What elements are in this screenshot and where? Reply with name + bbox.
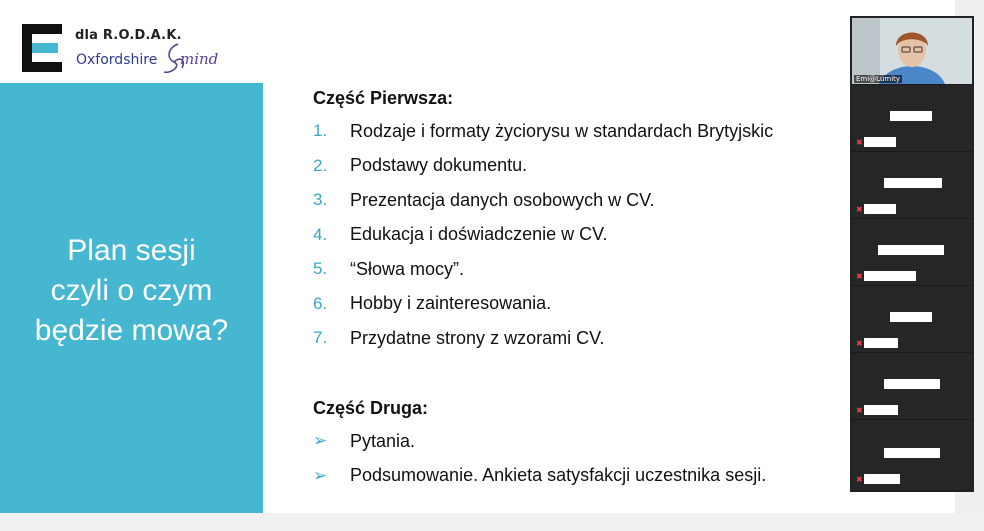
mic-muted-icon: ✖ bbox=[856, 138, 863, 147]
item-text: Podsumowanie. Ankieta satysfakcji uczestnika sesji. bbox=[350, 465, 767, 486]
arrow-bullet-icon: ➢ bbox=[313, 465, 328, 485]
item-text: Przydatne strony z wzorami CV. bbox=[350, 327, 605, 348]
name-redaction bbox=[864, 137, 896, 147]
part2-list bbox=[313, 424, 873, 493]
participants-panel[interactable] bbox=[850, 16, 974, 492]
part1-list bbox=[313, 114, 873, 356]
item-text: Rodzaje i formaty życiorysu w standardach Brytyjskic bbox=[350, 120, 774, 141]
side-title-line: będzie mowa? bbox=[34, 314, 229, 347]
participant-tile[interactable] bbox=[852, 286, 972, 353]
window-bottom-edge bbox=[0, 513, 984, 531]
participant-tile[interactable] bbox=[852, 219, 972, 286]
participant-tile[interactable] bbox=[852, 85, 972, 152]
participant-tile[interactable] bbox=[852, 353, 972, 420]
rodak-logo-icon bbox=[18, 20, 66, 76]
side-title bbox=[0, 231, 263, 351]
item-number: 7. bbox=[313, 328, 328, 348]
list-item bbox=[313, 459, 873, 494]
logo-mind: mind bbox=[180, 50, 219, 68]
mic-muted-icon: ✖ bbox=[856, 406, 863, 415]
item-text: Pytania. bbox=[350, 430, 416, 451]
side-title-line: Plan sesji bbox=[67, 234, 196, 267]
part1-heading: Część Pierwsza: bbox=[313, 88, 454, 108]
side-title-line: czyli o czym bbox=[50, 274, 213, 307]
name-redaction bbox=[864, 338, 898, 348]
item-number: 2. bbox=[313, 155, 328, 175]
mic-muted-icon: ✖ bbox=[856, 272, 863, 281]
list-item bbox=[313, 287, 873, 322]
logo-oxfordshire: Oxfordshire bbox=[76, 52, 158, 68]
name-redaction bbox=[878, 245, 944, 255]
list-item bbox=[313, 218, 873, 253]
participant-name: Emi@Lumity bbox=[856, 75, 901, 83]
item-number: 4. bbox=[313, 224, 328, 244]
item-text: Prezentacja danych osobowych w CV. bbox=[350, 189, 655, 210]
list-item bbox=[313, 252, 873, 287]
list-item bbox=[313, 321, 873, 356]
mic-muted-icon: ✖ bbox=[856, 475, 863, 484]
item-number: 6. bbox=[313, 293, 328, 313]
participant-video-tile[interactable] bbox=[852, 18, 972, 85]
name-redaction bbox=[884, 379, 940, 389]
logo-title: dla R.O.D.A.K. bbox=[75, 28, 182, 43]
name-redaction bbox=[864, 204, 896, 214]
name-redaction bbox=[890, 111, 932, 121]
mic-muted-icon: ✖ bbox=[856, 205, 863, 214]
mic-muted-icon: ✖ bbox=[856, 339, 863, 348]
name-redaction bbox=[884, 178, 942, 188]
participant-tile[interactable] bbox=[852, 420, 972, 491]
item-number: 5. bbox=[313, 259, 328, 279]
list-item bbox=[313, 183, 873, 218]
list-item bbox=[313, 424, 873, 459]
name-redaction bbox=[864, 405, 898, 415]
item-text: “Słowa mocy”. bbox=[350, 258, 465, 279]
side-panel bbox=[0, 83, 263, 513]
name-redaction bbox=[864, 474, 900, 484]
item-text: Hobby i zainteresowania. bbox=[350, 293, 552, 314]
participant-tile[interactable] bbox=[852, 152, 972, 219]
list-item bbox=[313, 149, 873, 184]
list-item bbox=[313, 114, 873, 149]
name-redaction bbox=[884, 448, 940, 458]
item-number: 3. bbox=[313, 190, 328, 210]
item-number: 1. bbox=[313, 121, 328, 141]
item-text: Edukacja i doświadczenie w CV. bbox=[350, 224, 608, 245]
name-redaction bbox=[864, 271, 916, 281]
arrow-bullet-icon: ➢ bbox=[313, 431, 328, 451]
item-text: Podstawy dokumentu. bbox=[350, 155, 528, 176]
name-redaction bbox=[890, 312, 932, 322]
part2-heading: Część Druga: bbox=[313, 398, 429, 418]
